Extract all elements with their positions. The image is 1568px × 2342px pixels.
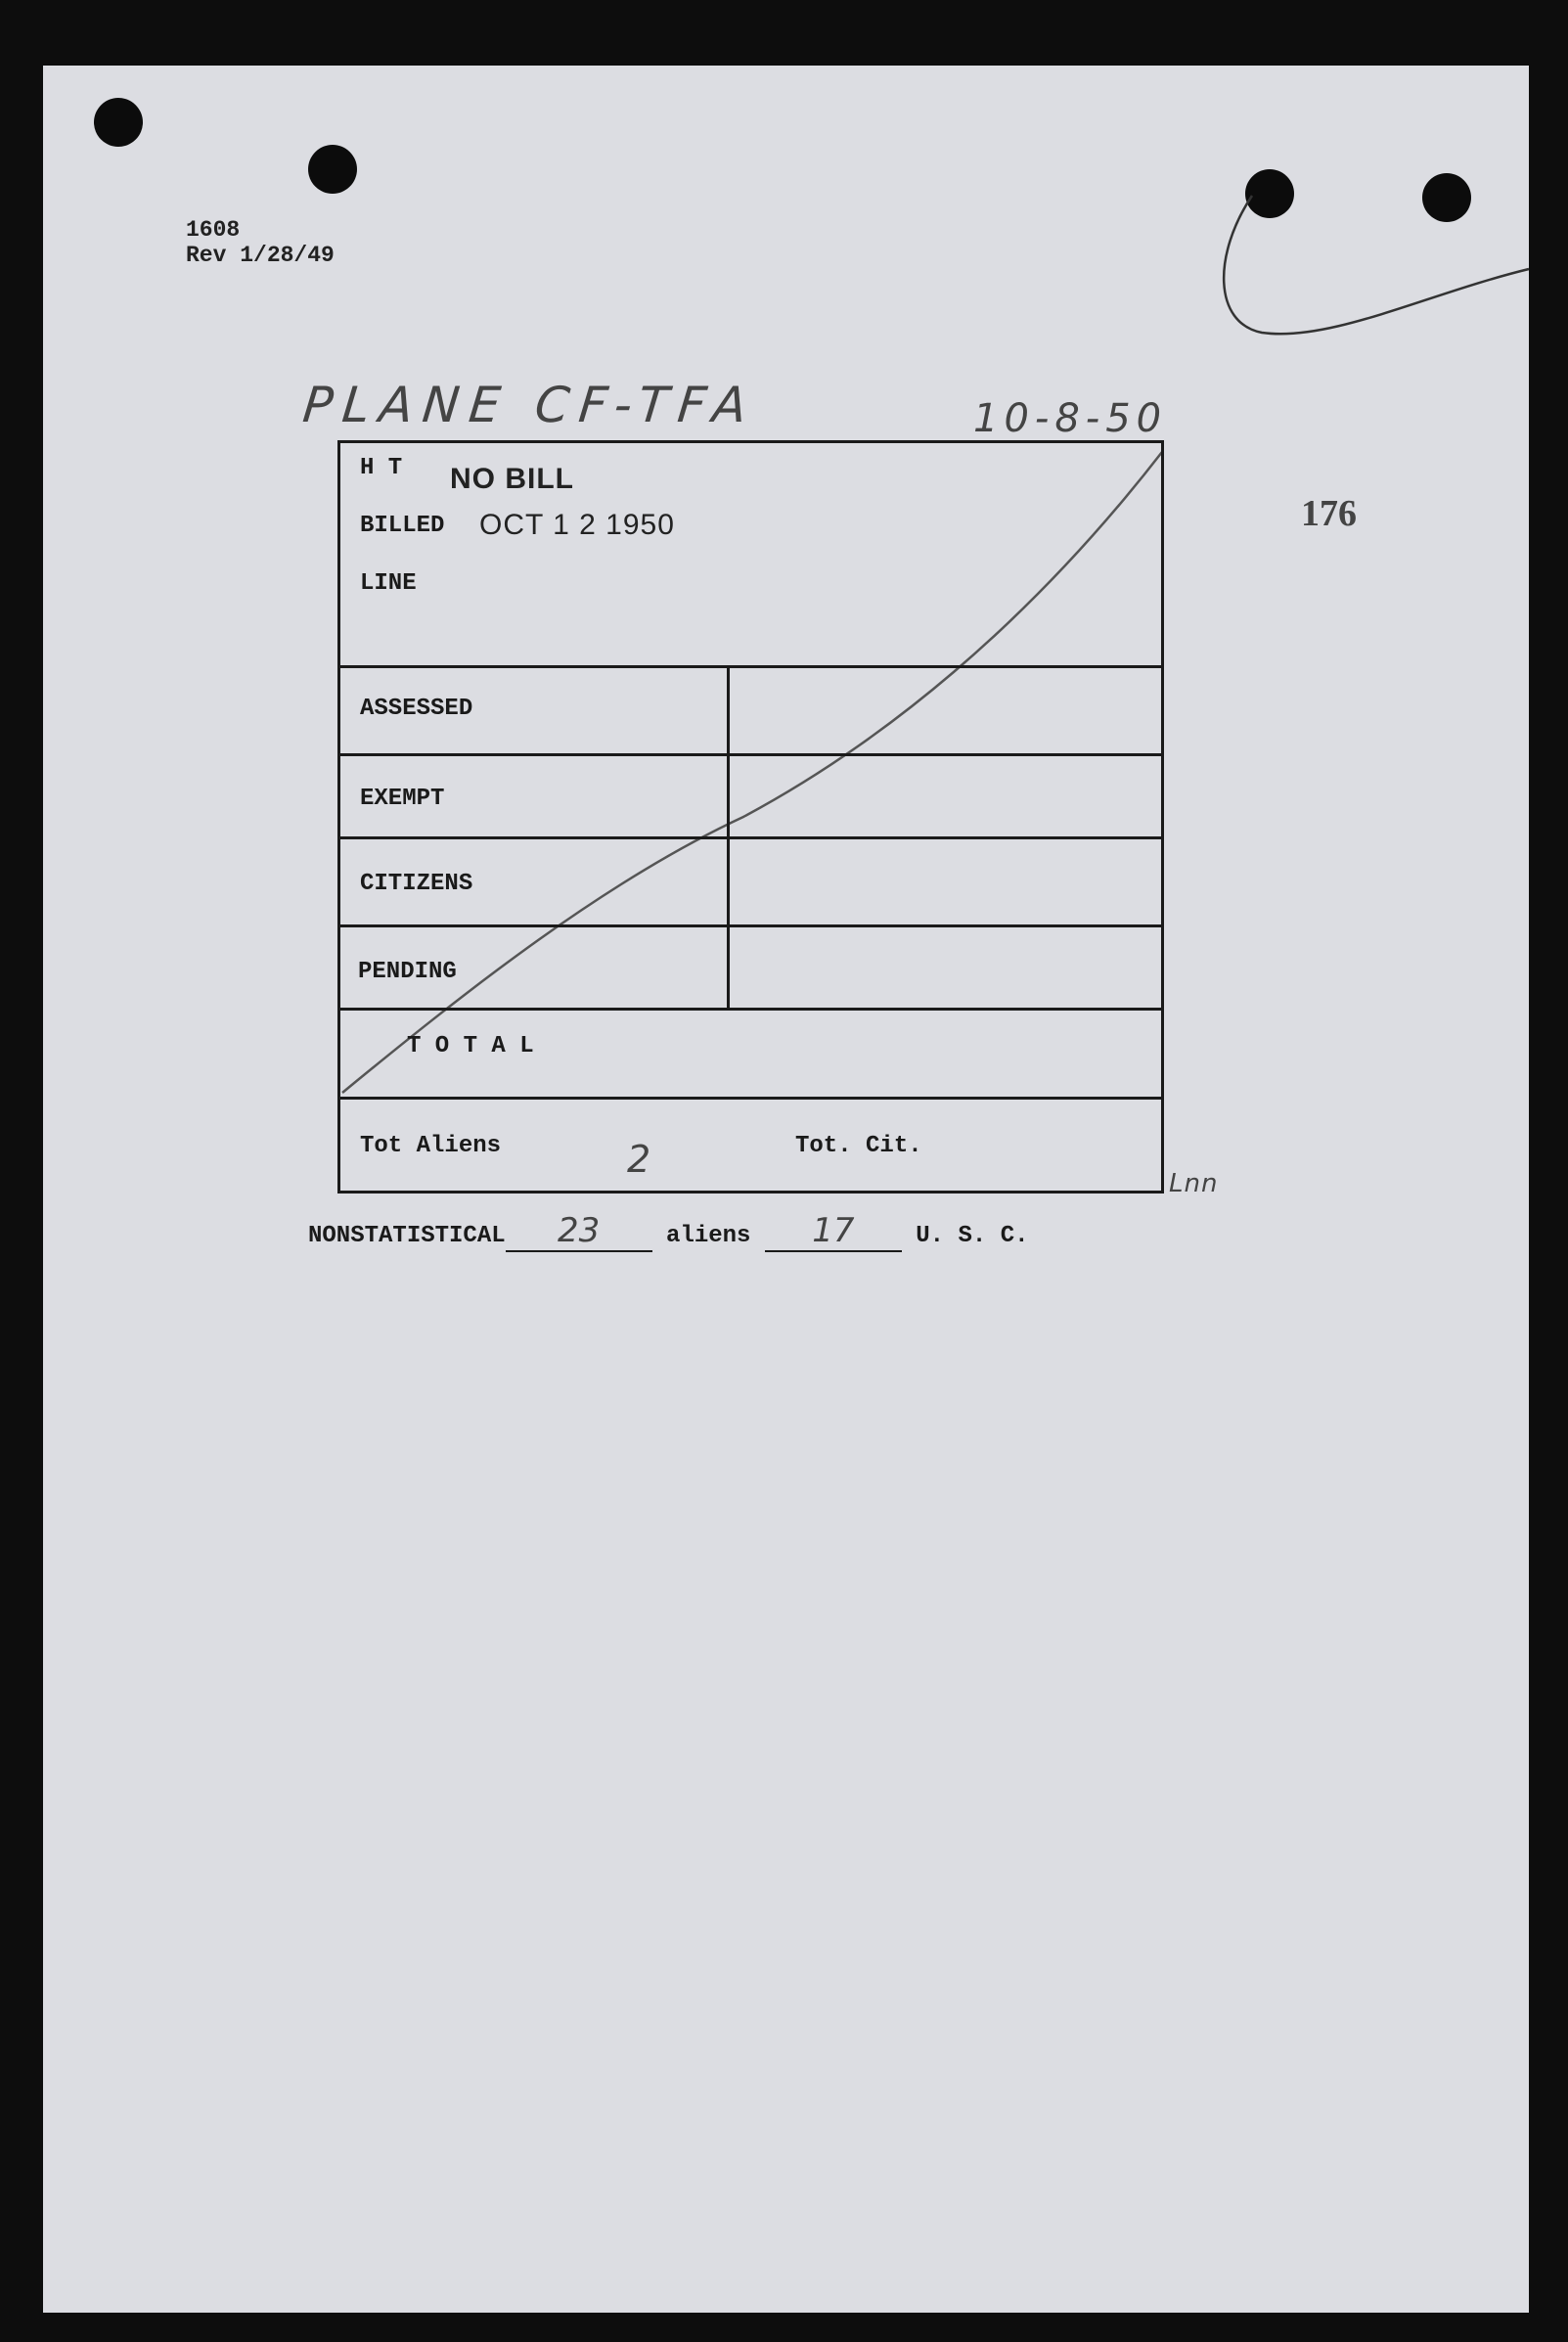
ht-label: H T [360, 455, 403, 481]
form-number: 1608 [186, 217, 241, 243]
pending-label: PENDING [358, 959, 457, 985]
total-label: T O T A L [407, 1033, 534, 1059]
tot-cit-label: Tot. Cit. [795, 1133, 922, 1159]
page-number: 176 [1301, 493, 1357, 534]
handwritten-date: 10-8-50 [973, 396, 1168, 441]
nonstatistical-label: NONSTATISTICAL [308, 1223, 506, 1249]
handwritten-plane-id: PLANE CF-TFA [299, 377, 760, 433]
billed-label: BILLED [360, 513, 445, 539]
exempt-label: EXEMPT [360, 786, 445, 812]
corner-curve-mark [1224, 196, 1529, 334]
aliens-value: 17 [765, 1211, 902, 1252]
divider [340, 1097, 1161, 1100]
tot-aliens-label: Tot Aliens [360, 1133, 502, 1159]
no-bill-stamp: NO BILL [450, 463, 574, 495]
manifest-tally-form [337, 440, 1164, 1194]
usc-label: U. S. C. [916, 1223, 1029, 1249]
aliens-label: aliens [666, 1223, 751, 1249]
divider [340, 753, 1161, 756]
tot-aliens-value: 2 [627, 1138, 655, 1181]
billed-date-stamp: OCT 1 2 1950 [479, 509, 675, 541]
nonstatistical-line [308, 1211, 1029, 1252]
nonstatistical-value: 23 [506, 1211, 652, 1252]
citizens-label: CITIZENS [360, 871, 473, 897]
line-label: LINE [360, 570, 417, 597]
divider [340, 836, 1161, 839]
handwritten-initials: Lnn [1169, 1169, 1219, 1198]
divider [340, 665, 1161, 668]
assessed-label: ASSESSED [360, 696, 473, 722]
column-divider [727, 665, 730, 1009]
divider [340, 924, 1161, 927]
divider [340, 1008, 1161, 1011]
form-revision: Rev 1/28/49 [186, 243, 335, 268]
